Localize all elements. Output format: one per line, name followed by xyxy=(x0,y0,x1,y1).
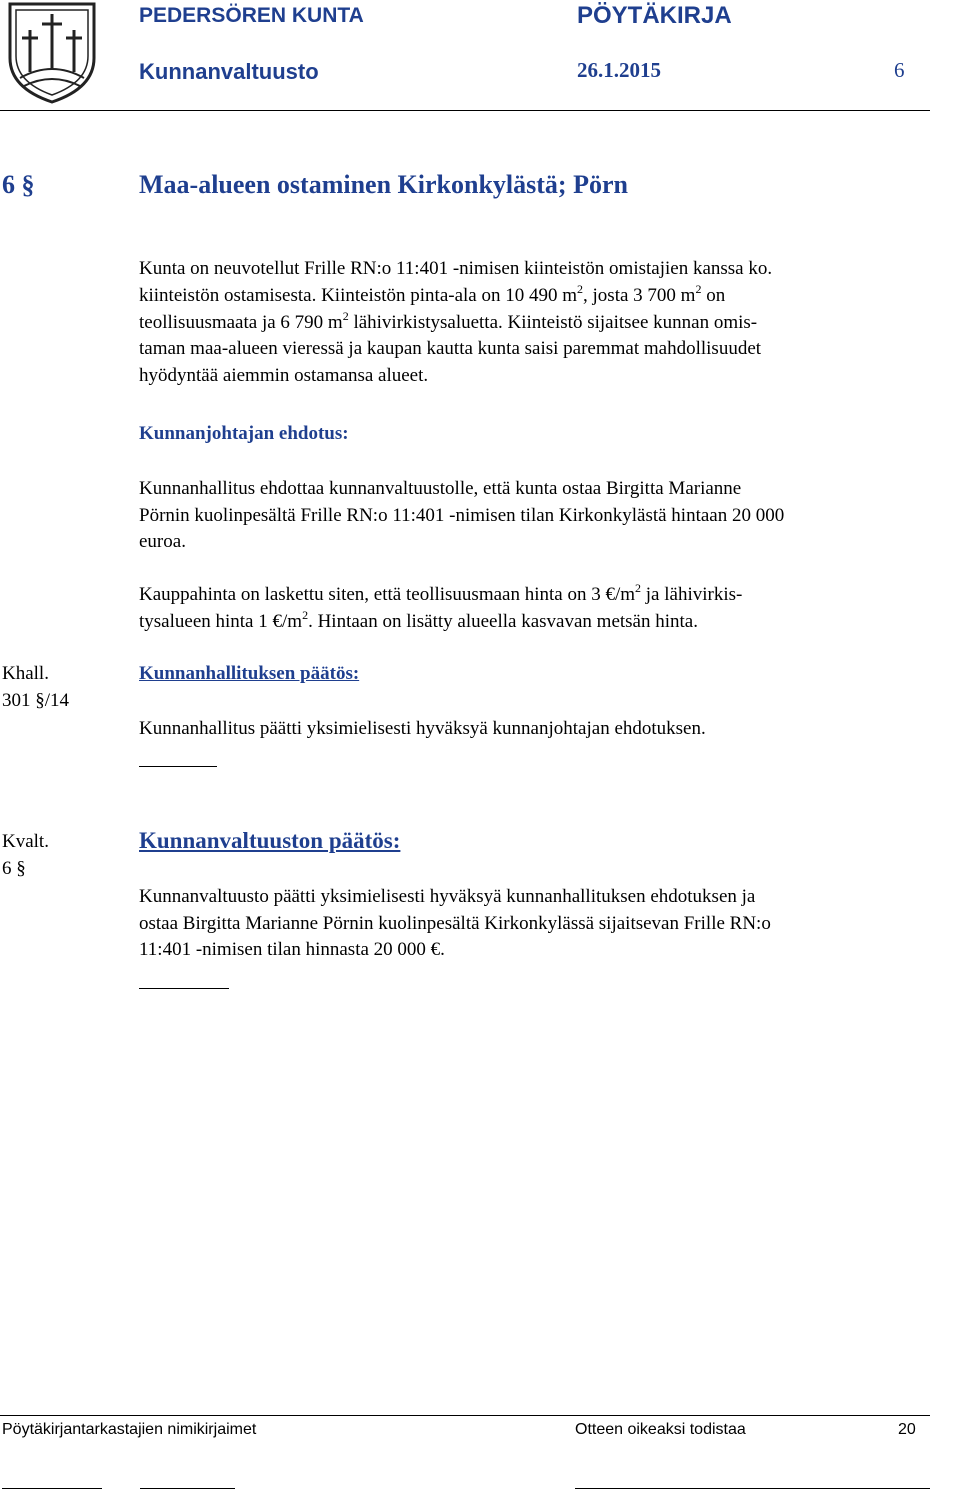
superscript: 2 xyxy=(635,581,642,595)
footer-divider xyxy=(0,1415,930,1416)
proposal-line-2: Pörnin kuolinpesältä Frille RN:o 11:401 -nimisen tilan Kirkonkylästä hintaan 20 000 xyxy=(139,505,785,526)
section-number: 6 § xyxy=(2,170,35,199)
intro-line-2-text-c: on xyxy=(701,285,726,306)
board-decision-heading: Kunnanhallituksen päätös: xyxy=(139,663,360,684)
board-margin-ref: 301 §/14 xyxy=(2,690,70,711)
proposal-line-1: Kunnanhallitus ehdottaa kunnanvaltuustolle, että kunta ostaa Birgitta Marianne xyxy=(139,478,742,499)
meeting-date: 26.1.2015 xyxy=(577,58,661,82)
intro-line-2 xyxy=(139,283,725,310)
intro-line-2-text-b: , josta 3 700 m xyxy=(583,285,696,306)
price-line-2 xyxy=(139,609,698,636)
superscript: 2 xyxy=(695,282,702,296)
intro-line-3-text-b: lähivirkistysaluetta. xyxy=(348,312,503,333)
section-title: Maa-alueen ostaminen Kirkonkylästä; Pörn xyxy=(139,170,628,199)
superscript: 2 xyxy=(577,282,584,296)
footer-signatures-label: Pöytäkirjantarkastajien nimikirjaimet xyxy=(2,1421,257,1438)
municipality-crest-logo xyxy=(6,0,98,104)
council-decision-line-2: ostaa Birgitta Marianne Pörnin kuolinpesältä Kirkonkylässä sijaitsevan Frille RN:o xyxy=(139,913,771,934)
council-decision-heading: Kunnanvaltuuston päätös: xyxy=(139,828,401,853)
council-decision-line-3: 11:401 -nimisen tilan hinnasta 20 000 €. xyxy=(139,939,445,960)
intro-line-5: hyödyntää aiemmin ostamansa alueet. xyxy=(139,365,429,386)
intro-line-3 xyxy=(139,310,757,337)
board-margin-label: Khall. xyxy=(2,663,49,684)
council-decision-line-1: Kunnanvaltuusto päätti yksimielisesti hyväksyä kunnanhallituksen ehdotuksen ja xyxy=(139,886,756,907)
intro-line-2-text-a: kiinteistön ostamisesta. Kiinteistön pinta-ala on 10 490 m xyxy=(139,285,578,306)
council-margin-label: Kvalt. xyxy=(2,831,49,852)
certification-line xyxy=(575,1488,930,1489)
footer-page-number: 20 xyxy=(898,1421,916,1438)
proposal-line-3: euroa. xyxy=(139,531,186,552)
council-margin-ref: 6 § xyxy=(2,858,26,879)
intro-line-3-text-c: Kiinteistö sijaitsee kunnan omis- xyxy=(502,312,758,333)
price-line-1 xyxy=(139,582,742,609)
price-line-2-text-a: tysalueen hinta 1 €/m xyxy=(139,611,303,632)
price-line-1-text-b: ja lähivirkis- xyxy=(641,584,743,605)
price-line-1-text-a: Kauppahinta on laskettu siten, että teollisuusmaan hinta on 3 €/m xyxy=(139,584,636,605)
header-divider xyxy=(0,110,930,111)
section-end-rule xyxy=(139,988,229,989)
header-page-number: 6 xyxy=(894,58,905,82)
intro-line-3-text-a: teollisuusmaata ja 6 790 m xyxy=(139,312,343,333)
intro-line-1: Kunta on neuvotellut Frille RN:o 11:401 -nimisen kiinteistön omistajien kanssa ko. xyxy=(139,258,773,279)
municipality-name: PEDERSÖREN KUNTA xyxy=(139,4,364,27)
signature-line xyxy=(2,1488,102,1489)
footer-certify-label: Otteen oikeaksi todistaa xyxy=(575,1421,746,1438)
board-decision-text: Kunnanhallitus päätti yksimielisesti hyväksyä kunnanjohtajan ehdotuksen. xyxy=(139,718,706,739)
superscript: 2 xyxy=(302,608,309,622)
governing-body: Kunnanvaltuusto xyxy=(139,59,319,84)
section-end-rule xyxy=(139,766,217,767)
price-line-2-text-b: . Hintaan on lisätty alueella kasvavan metsän hinta. xyxy=(308,611,698,632)
superscript: 2 xyxy=(342,309,349,323)
signature-line xyxy=(140,1488,235,1489)
proposal-heading: Kunnanjohtajan ehdotus: xyxy=(139,423,349,444)
document-type: PÖYTÄKIRJA xyxy=(577,2,732,29)
intro-line-4: taman maa-alueen vieressä ja kaupan kautta kunta saisi paremmat mahdollisuudet xyxy=(139,338,762,359)
